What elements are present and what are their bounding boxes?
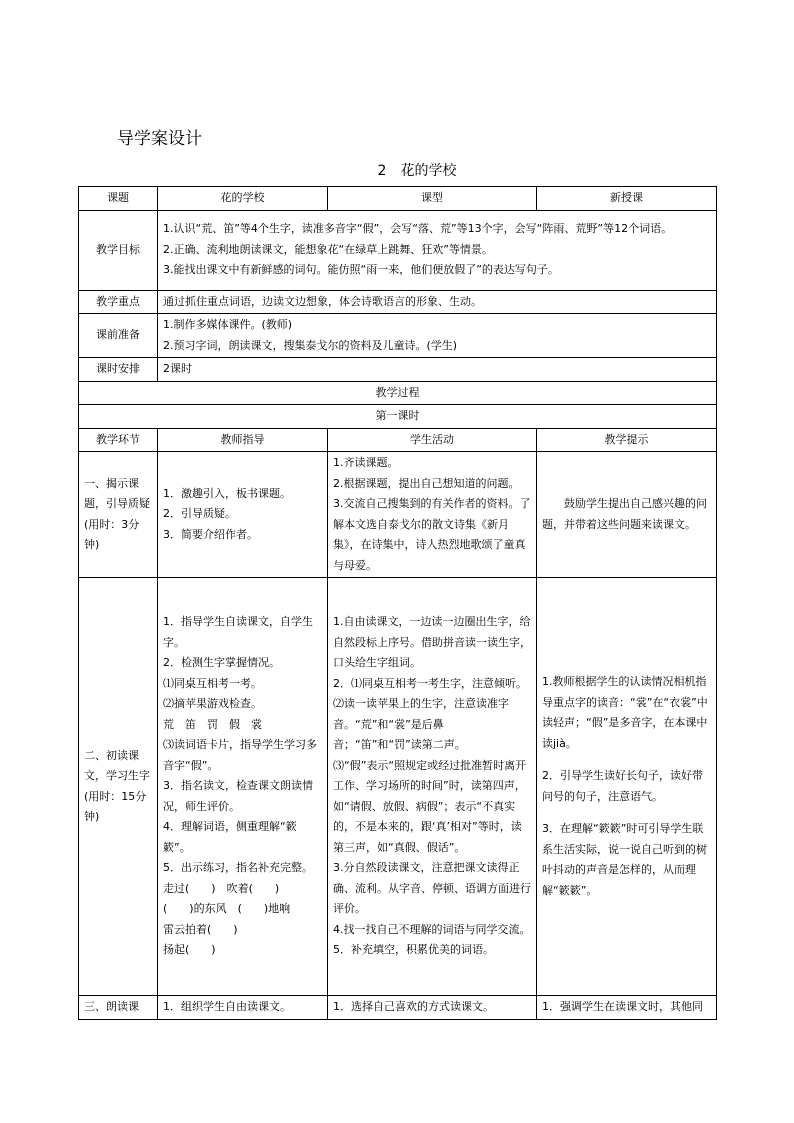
teacher-cell: 1．组织学生自由读课文。 [158, 996, 328, 1020]
lesson-plan-table [78, 186, 717, 1020]
student-line: 3.交流自己搜集到的有关作者的资料。了解本文选自泰戈尔的散文诗集《新月集》，在诗集中，诗人热烈地歌颂了童真与母爱。 [333, 497, 531, 572]
goal-line: 1.认识“荒、笛”等4个生字，读准多音字“假”，会写“落、荒”等13个字，会写“阵雨、荒野”等12个词语。 [163, 222, 673, 236]
table-row [79, 290, 717, 314]
student-cell [328, 452, 537, 578]
document-title: 导学案设计 [117, 129, 202, 149]
student-cell [328, 578, 537, 996]
student-line: 2．⑴同桌互相考一考生字，注意倾听。 [333, 676, 527, 690]
preparation-label: 课前准备 [79, 314, 158, 358]
column-header: 教学环节 [79, 428, 158, 452]
teacher-line: 雷云拍着( ) [163, 922, 238, 936]
student-line: ⑵读一读苹果上的生字，注意读准字音。“荒”和“裳”是后鼻音；“笛”和“罚”读第二声。 [333, 697, 509, 752]
process-title: 教学过程 [79, 381, 717, 405]
student-line: 1.齐读课题。 [333, 456, 399, 469]
teacher-line: 1．激趣引入，板书课题。 [163, 486, 291, 500]
tips-line: 2．引导学生读好长句子，读好带问号的句子，注意语气。 [542, 769, 703, 803]
stage-cell: 三、朗读课 [79, 996, 158, 1020]
preparation-line: 2.预习字词，朗读课文，搜集泰戈尔的资料及儿童诗。(学生) [163, 338, 458, 352]
goal-line: 3.能找出课文中有新鲜感的词句。能仿照“雨一来，他们便放假了”的表达写句子。 [163, 263, 559, 277]
teacher-line: 1．指导学生自读课文，自学生字。 [163, 615, 313, 649]
schedule-text: 2课时 [158, 358, 717, 382]
tips-cell [537, 578, 717, 996]
student-line: 1.自由读课文，一边读一边圈出生字，给自然段标上序号。借助拼音读一读生字，口头给生字组词。 [333, 615, 531, 670]
preparation-content [158, 314, 717, 358]
teacher-line: 2．引导质疑。 [163, 507, 236, 521]
schedule-label: 课时安排 [79, 358, 158, 382]
student-cell: 1．选择自己喜欢的方式读课文。 [328, 996, 537, 1020]
column-header: 教学提示 [537, 428, 717, 452]
student-line: 2.根据课题，提出自己想知道的问题。 [333, 476, 520, 490]
tips-cell [537, 452, 717, 578]
tips-line: 3．在理解“簌簌”时可引导学生联系生活实际，说一说自己听到的树叶抖动的声音是怎样的，从而理解“簌簌”。 [542, 822, 707, 897]
goal-line: 2.正确、流利地朗读课文，能想象花“在绿草上跳舞、狂欢”等情景。 [163, 242, 493, 256]
teacher-line: ( )的东风 ( )地响 [163, 902, 291, 916]
topic-label: 课题 [79, 187, 158, 211]
table-row [79, 210, 717, 290]
student-line: 5．补充填空，积累优美的词语。 [333, 943, 494, 957]
table-row [79, 452, 717, 578]
preparation-line: 1.制作多媒体课件。(教师) [163, 318, 293, 331]
period-title: 第一课时 [79, 405, 717, 429]
type-label: 课型 [328, 187, 537, 211]
teacher-line: ⑶读词语卡片，指导学生学习多音字“假”。 [163, 738, 317, 772]
stage-cell: 一、揭示课题，引导质疑(用时：3分钟) [79, 452, 158, 578]
key-points-text: 通过抓住重点词语，边读文边想象，体会诗歌语言的形象、生动。 [158, 290, 717, 314]
table-row [79, 405, 717, 429]
teacher-line: 5．出示练习，指名补充完整。 [163, 861, 313, 875]
column-header: 学生活动 [328, 428, 537, 452]
table-row [79, 187, 717, 211]
table-row [79, 381, 717, 405]
goals-label: 教学目标 [79, 210, 158, 290]
table-row [79, 578, 717, 996]
tips-cell: 1．强调学生在读课文时，其他同 [537, 996, 717, 1020]
teacher-cell [158, 578, 328, 996]
table-row [79, 996, 717, 1020]
teacher-line: ⑵摘苹果游戏检查。 [163, 697, 262, 711]
student-line: 4.找一找自己不理解的词语与同学交流。 [333, 922, 531, 936]
student-line: ⑶“假”表示“照规定或经过批准暂时离开工作、学习场所的时间”时，读第四声，如“请假、放假、病假”；表示“不真实的，不是本来的，跟‘真’相对”等时，读第三声，如“真假、假话”。 [333, 758, 527, 854]
tips-line: 鼓励学生提出自己感兴趣的问题，并带着这些问题来读课文。 [542, 497, 707, 531]
table-row [79, 358, 717, 382]
teacher-line: ⑴同桌互相考一考。 [163, 676, 262, 690]
teacher-cell [158, 452, 328, 578]
student-line: 3.分自然段读课文，注意把课文读得正确、流利。从字音、停顿、语调方面进行评价。 [333, 861, 531, 916]
table-header-row [79, 428, 717, 452]
goals-content [158, 210, 717, 290]
topic-value: 花的学校 [158, 187, 328, 211]
lesson-title: 2 花的学校 [377, 163, 457, 179]
tips-line: 1.教师根据学生的认读情况相机指导重点字的读音：“裳”在“衣裳”中读轻声；“假”是多音字，在本课中读jià。 [542, 675, 708, 750]
type-value: 新授课 [537, 187, 717, 211]
table-row [79, 314, 717, 358]
teacher-line: 荒 笛 罚 假 裳 [163, 717, 262, 731]
key-points-label: 教学重点 [79, 290, 158, 314]
teacher-line: 3．指名读文，检查课文朗读情况，师生评价。 [163, 779, 313, 813]
stage-cell: 二、初读课文，学习生字(用时：15分钟) [79, 578, 158, 996]
teacher-line: 3．简要介绍作者。 [163, 527, 258, 541]
teacher-line: 扬起( ) [163, 943, 216, 957]
teacher-line: 走过( ) 吹着( ) [163, 881, 280, 895]
column-header: 教师指导 [158, 428, 328, 452]
teacher-line: 4．理解词语，侧重理解“簌簌”。 [163, 820, 297, 854]
teacher-line: 2．检测生字掌握情况。 [163, 656, 280, 670]
